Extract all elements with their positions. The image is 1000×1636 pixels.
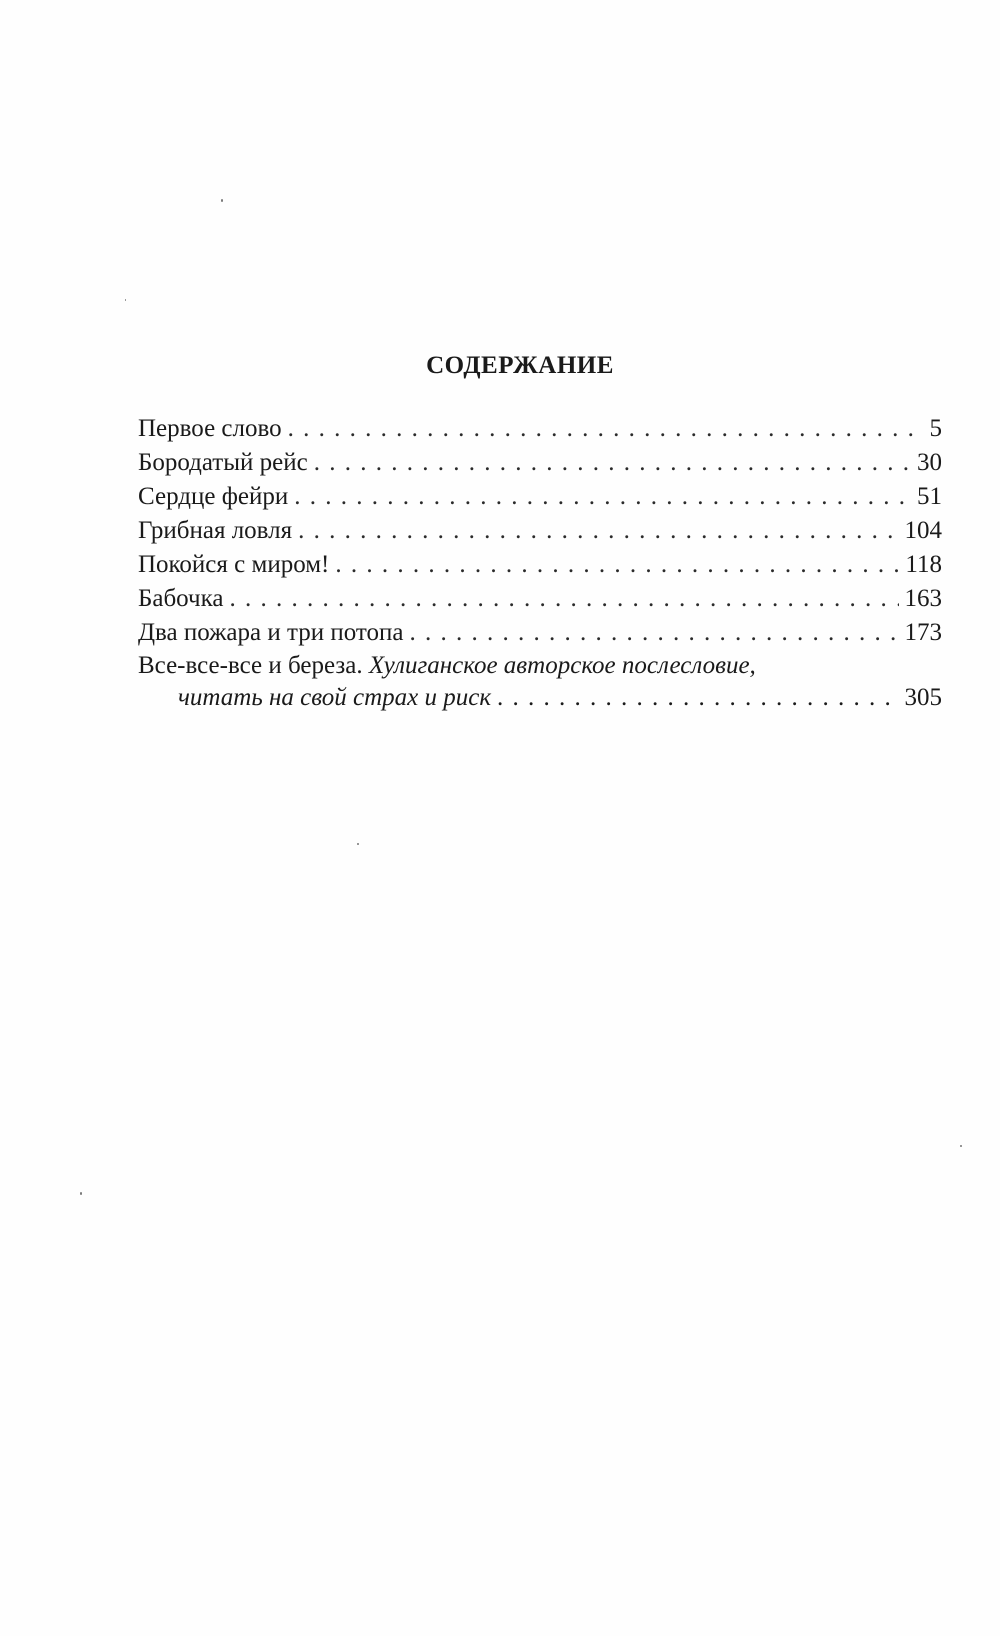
dot-leader [335,548,899,582]
toc-entry [138,480,942,514]
toc-entry-page: 173 [904,619,942,646]
toc-entry-page: 30 [917,449,942,476]
toc-entry-title: Покойся с миром! [138,551,330,578]
toc-entry-page: 163 [904,585,942,612]
toc-entry-page: 305 [904,684,942,711]
toc-entry-title: Сердце фейри [138,483,289,510]
dot-leader [314,446,911,480]
dot-leader [497,682,898,714]
toc-entry-afterword [138,650,942,714]
scan-speck [80,1192,82,1195]
toc-heading: СОДЕРЖАНИЕ [426,352,614,379]
afterword-title: Все-все-все и береза. [138,652,363,679]
dot-leader [409,616,898,650]
toc-entry [138,514,942,548]
toc-entry-page: 104 [904,517,942,544]
toc-entry-page: 118 [905,551,942,578]
toc-entry-title: Бородатый рейс [138,449,308,476]
toc-entry-title: Два пожара и три потопа [138,619,404,646]
toc-entry [138,582,942,616]
scan-speck [357,843,359,845]
dot-leader [294,480,911,514]
dot-leader [229,582,898,616]
toc-entry [138,616,942,650]
dot-leader [288,412,924,446]
toc-list [138,412,942,714]
scan-speck [221,199,223,202]
afterword-line-2 [138,682,942,714]
toc-entry [138,412,942,446]
afterword-subtitle-2: читать на свой страх и риск [178,684,492,711]
toc-entry-page: 51 [917,483,942,510]
scan-speck [125,299,126,301]
afterword-subtitle-1: Хулиганское авторское послесловие, [368,652,756,679]
toc-entry-title: Первое слово [138,415,282,442]
toc-entry-title: Бабочка [138,585,224,612]
afterword-line-1 [138,650,942,682]
toc-entry [138,548,942,582]
toc-entry-page: 5 [929,415,942,442]
scan-speck [960,1145,962,1147]
toc-entry-title: Грибная ловля [138,517,293,544]
toc-entry [138,446,942,480]
dot-leader [298,514,898,548]
